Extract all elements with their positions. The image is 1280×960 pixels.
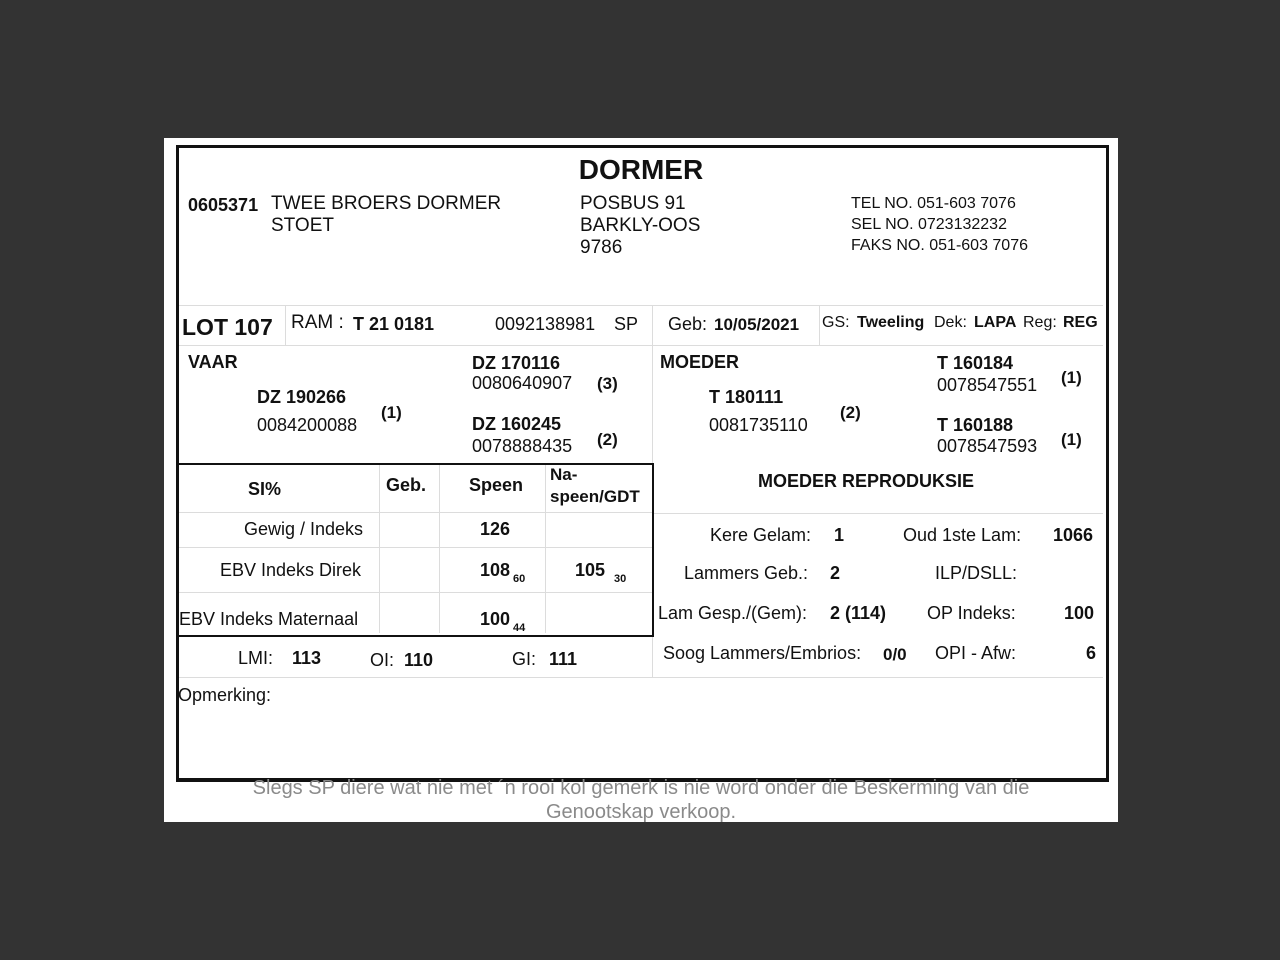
speen-accuracy: 60: [513, 573, 526, 585]
kere-gelam-value: 1: [834, 525, 845, 545]
speen-value: [480, 608, 525, 639]
speen-number: 100: [480, 609, 511, 629]
oi-value: 110: [404, 650, 434, 670]
lot-card: [164, 138, 1118, 822]
remarks-label: Opmerking:: [178, 685, 272, 705]
opi-label: OPI - Afw:: [935, 643, 1017, 663]
row-label: Gewig / Indeks: [244, 519, 364, 539]
reproduction-title: MOEDER REPRODUKSIE: [758, 471, 975, 491]
sire-sire-grade: (3): [597, 374, 618, 393]
divider: [285, 305, 286, 345]
dek-label: Dek:: [934, 314, 967, 331]
lmi-label: LMI:: [238, 648, 274, 668]
dam-label: MOEDER: [660, 352, 740, 372]
row-label: EBV Indeks Direk: [220, 560, 362, 580]
sire-dam-number: 0078888435: [472, 436, 573, 456]
naspeen-header-line2: speen/GDT: [550, 487, 640, 506]
sire-label: VAAR: [188, 352, 238, 372]
op-indeks-value: 100: [1064, 603, 1095, 623]
sire-sire-id: DZ 170116: [472, 353, 561, 373]
gs-value: Tweeling: [857, 314, 925, 331]
oud-label: Oud 1ste Lam:: [903, 525, 1022, 545]
divider: [652, 513, 1103, 514]
lam-gesp-value: 2 (114): [830, 603, 887, 623]
naspeen-accuracy: 30: [614, 573, 627, 585]
speen-value: 126: [480, 519, 511, 539]
divider: [179, 677, 1103, 678]
sire-sire-number: 0080640907: [472, 373, 573, 393]
reg-label: Reg:: [1023, 314, 1057, 331]
lmi-value: 113: [292, 648, 322, 668]
dam-number: 0081735110: [709, 415, 808, 435]
dam-dam-number: 0078547593: [937, 436, 1038, 456]
fax-number: FAKS NO. 051-603 7076: [851, 237, 1028, 254]
speen-value: [480, 559, 525, 590]
footer-note: Slegs SP diere wat nie met ´n rooi kol gemerk is nie word onder die Beskerming van die: [252, 777, 1030, 799]
naspeen-header: Na-: [550, 465, 578, 484]
lam-gesp-label: Lam Gesp./(Gem):: [658, 603, 808, 623]
birth-date-label: Geb:: [668, 314, 708, 334]
grade: SP: [614, 314, 639, 334]
ram-id: T 21 0181: [353, 314, 435, 334]
lammers-geb-label: Lammers Geb.:: [684, 563, 809, 583]
address-line: BARKLY-OOS: [580, 215, 701, 236]
speen-number: 108: [480, 560, 511, 580]
oi-label: OI:: [370, 650, 395, 670]
speen-header: Speen: [469, 475, 524, 495]
sire-dam-id: DZ 160245: [472, 414, 562, 434]
oud-value: 1066: [1053, 525, 1094, 545]
soog-value: 0/0: [883, 645, 907, 664]
op-indeks-label: OP Indeks:: [927, 603, 1016, 623]
dam-dam-grade: (1): [1061, 430, 1082, 449]
dam-sire-number: 0078547551: [937, 375, 1038, 395]
breed-title: DORMER: [578, 154, 704, 185]
footer-note-line2: Genootskap verkoop.: [545, 801, 737, 823]
gi-value: 111: [549, 649, 578, 669]
dam-id: T 180111: [709, 387, 784, 407]
geb-header: Geb.: [386, 475, 427, 495]
tel-number: TEL NO. 051-603 7076: [851, 195, 1016, 212]
soog-label: Soog Lammers/Embrios:: [663, 643, 862, 663]
sire-id: DZ 190266: [257, 387, 347, 407]
dam-dam-id: T 160188: [937, 415, 1014, 435]
kere-gelam-label: Kere Gelam:: [710, 525, 812, 545]
cell-number: SEL NO. 0723132232: [851, 216, 1007, 233]
lot-number: LOT 107: [182, 314, 273, 340]
gs-label: GS:: [822, 314, 850, 331]
si-header: SI%: [248, 479, 282, 499]
naspeen-number: 105: [575, 560, 606, 580]
breeder-number: 0605371: [188, 195, 259, 215]
dek-value: LAPA: [974, 314, 1017, 331]
lammers-geb-value: 2: [830, 563, 841, 583]
ram-label: RAM :: [291, 312, 344, 333]
naspeen-value: [575, 559, 626, 590]
sire-number: 0084200088: [257, 415, 358, 435]
breeder-name: TWEE BROERS DORMER: [271, 193, 502, 214]
dam-sire-grade: (1): [1061, 368, 1082, 387]
divider: [179, 345, 1103, 346]
row-label: EBV Indeks Maternaal: [179, 609, 359, 629]
ilp-label: ILP/DSLL:: [935, 563, 1018, 583]
sire-dam-grade: (2): [597, 430, 618, 449]
address-line: 9786: [580, 237, 623, 258]
address-line: POSBUS 91: [580, 193, 686, 214]
birth-date: 10/05/2021: [714, 315, 800, 334]
gi-label: GI:: [512, 649, 537, 669]
dam-grade: (2): [840, 403, 861, 422]
speen-accuracy: 44: [513, 622, 526, 634]
divider: [179, 305, 1103, 306]
opi-value: 6: [1086, 643, 1097, 663]
registration-number: 0092138981: [495, 314, 596, 334]
sire-grade: (1): [381, 403, 402, 422]
breeder-name-line2: STOET: [271, 215, 334, 236]
dam-sire-id: T 160184: [937, 353, 1014, 373]
divider: [819, 305, 820, 345]
reg-value: REG: [1063, 314, 1098, 331]
